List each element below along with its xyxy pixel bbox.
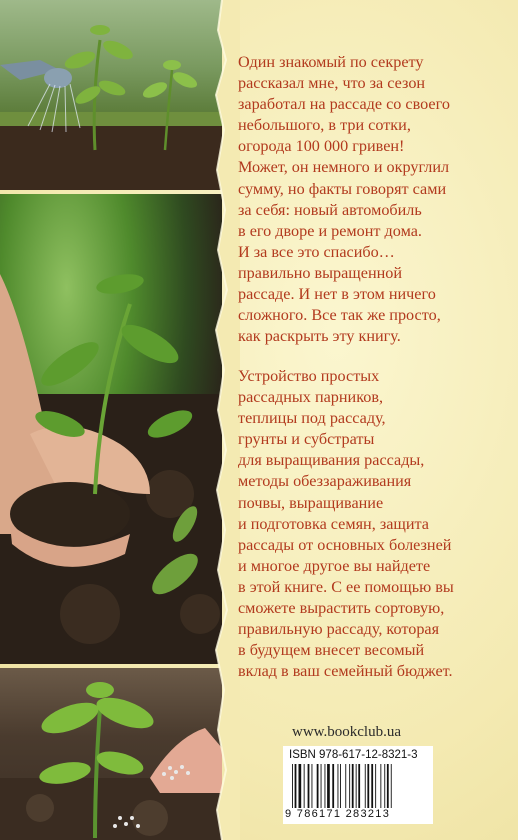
- barcode-digits: 9 786171 283213: [285, 808, 391, 820]
- text-line: почвы, выращивание: [238, 493, 384, 512]
- photo-hands-planting: [0, 194, 222, 664]
- torn-paper-edge: [200, 0, 240, 840]
- text-line: в этой книге. С ее помощью вы: [238, 577, 454, 596]
- text-line: заработал на рассаде со своего: [238, 95, 450, 114]
- text-line: Может, он немного и округлил: [238, 158, 450, 177]
- text-line: как раскрыть эту книгу.: [238, 327, 401, 346]
- text-line: правильную рассаду, которая: [238, 620, 440, 639]
- text-line: и многое другое вы найдете: [238, 556, 431, 575]
- description-paragraph-1: [238, 52, 510, 347]
- text-line: рассады от основных болезней: [238, 535, 452, 554]
- isbn-label: ISBN 978-617-12-8321-3: [289, 749, 418, 761]
- publisher-website: www.bookclub.ua: [292, 724, 402, 740]
- text-line: вклад в ваш семейный бюджет.: [238, 662, 453, 681]
- barcode: [283, 746, 433, 824]
- photo-watering-seedlings: [0, 0, 222, 190]
- description-paragraph-2: [238, 366, 510, 682]
- text-line: сможете вырастить сортовую,: [238, 599, 445, 618]
- text-line: Один знакомый по секрету: [238, 53, 424, 71]
- text-line: теплицы под рассаду,: [238, 409, 386, 428]
- text-line: рассказал мне, что за сезон: [238, 74, 426, 93]
- text-line: и подготовка семян, защита: [238, 514, 429, 533]
- text-line: правильно выращенной: [238, 263, 403, 282]
- text-line: рассаде. И нет в этом ничего: [238, 285, 436, 304]
- text-line: за себя: новый автомобиль: [238, 200, 422, 219]
- photo-strip: [0, 0, 222, 840]
- text-line: рассадных парников,: [238, 388, 384, 407]
- text-line: огорода 100 000 гривен!: [238, 137, 405, 156]
- text-line: И за все это спасибо…: [238, 242, 395, 261]
- text-line: грунты и субстраты: [238, 430, 375, 449]
- text-line: сложного. Все так же просто,: [238, 306, 441, 325]
- text-line: для выращивания рассады,: [238, 451, 425, 470]
- text-line: сумму, но факты говорят сами: [238, 179, 447, 198]
- photo-pepper-seedling: [0, 668, 222, 840]
- text-line: в будущем внесет весомый: [238, 641, 425, 660]
- text-line: методы обеззараживания: [238, 472, 412, 491]
- text-line: Устройство простых: [238, 367, 380, 385]
- text-line: небольшого, в три сотки,: [238, 116, 411, 135]
- text-line: в его дворе и ремонт дома.: [238, 221, 422, 240]
- barcode-bars: [291, 764, 425, 808]
